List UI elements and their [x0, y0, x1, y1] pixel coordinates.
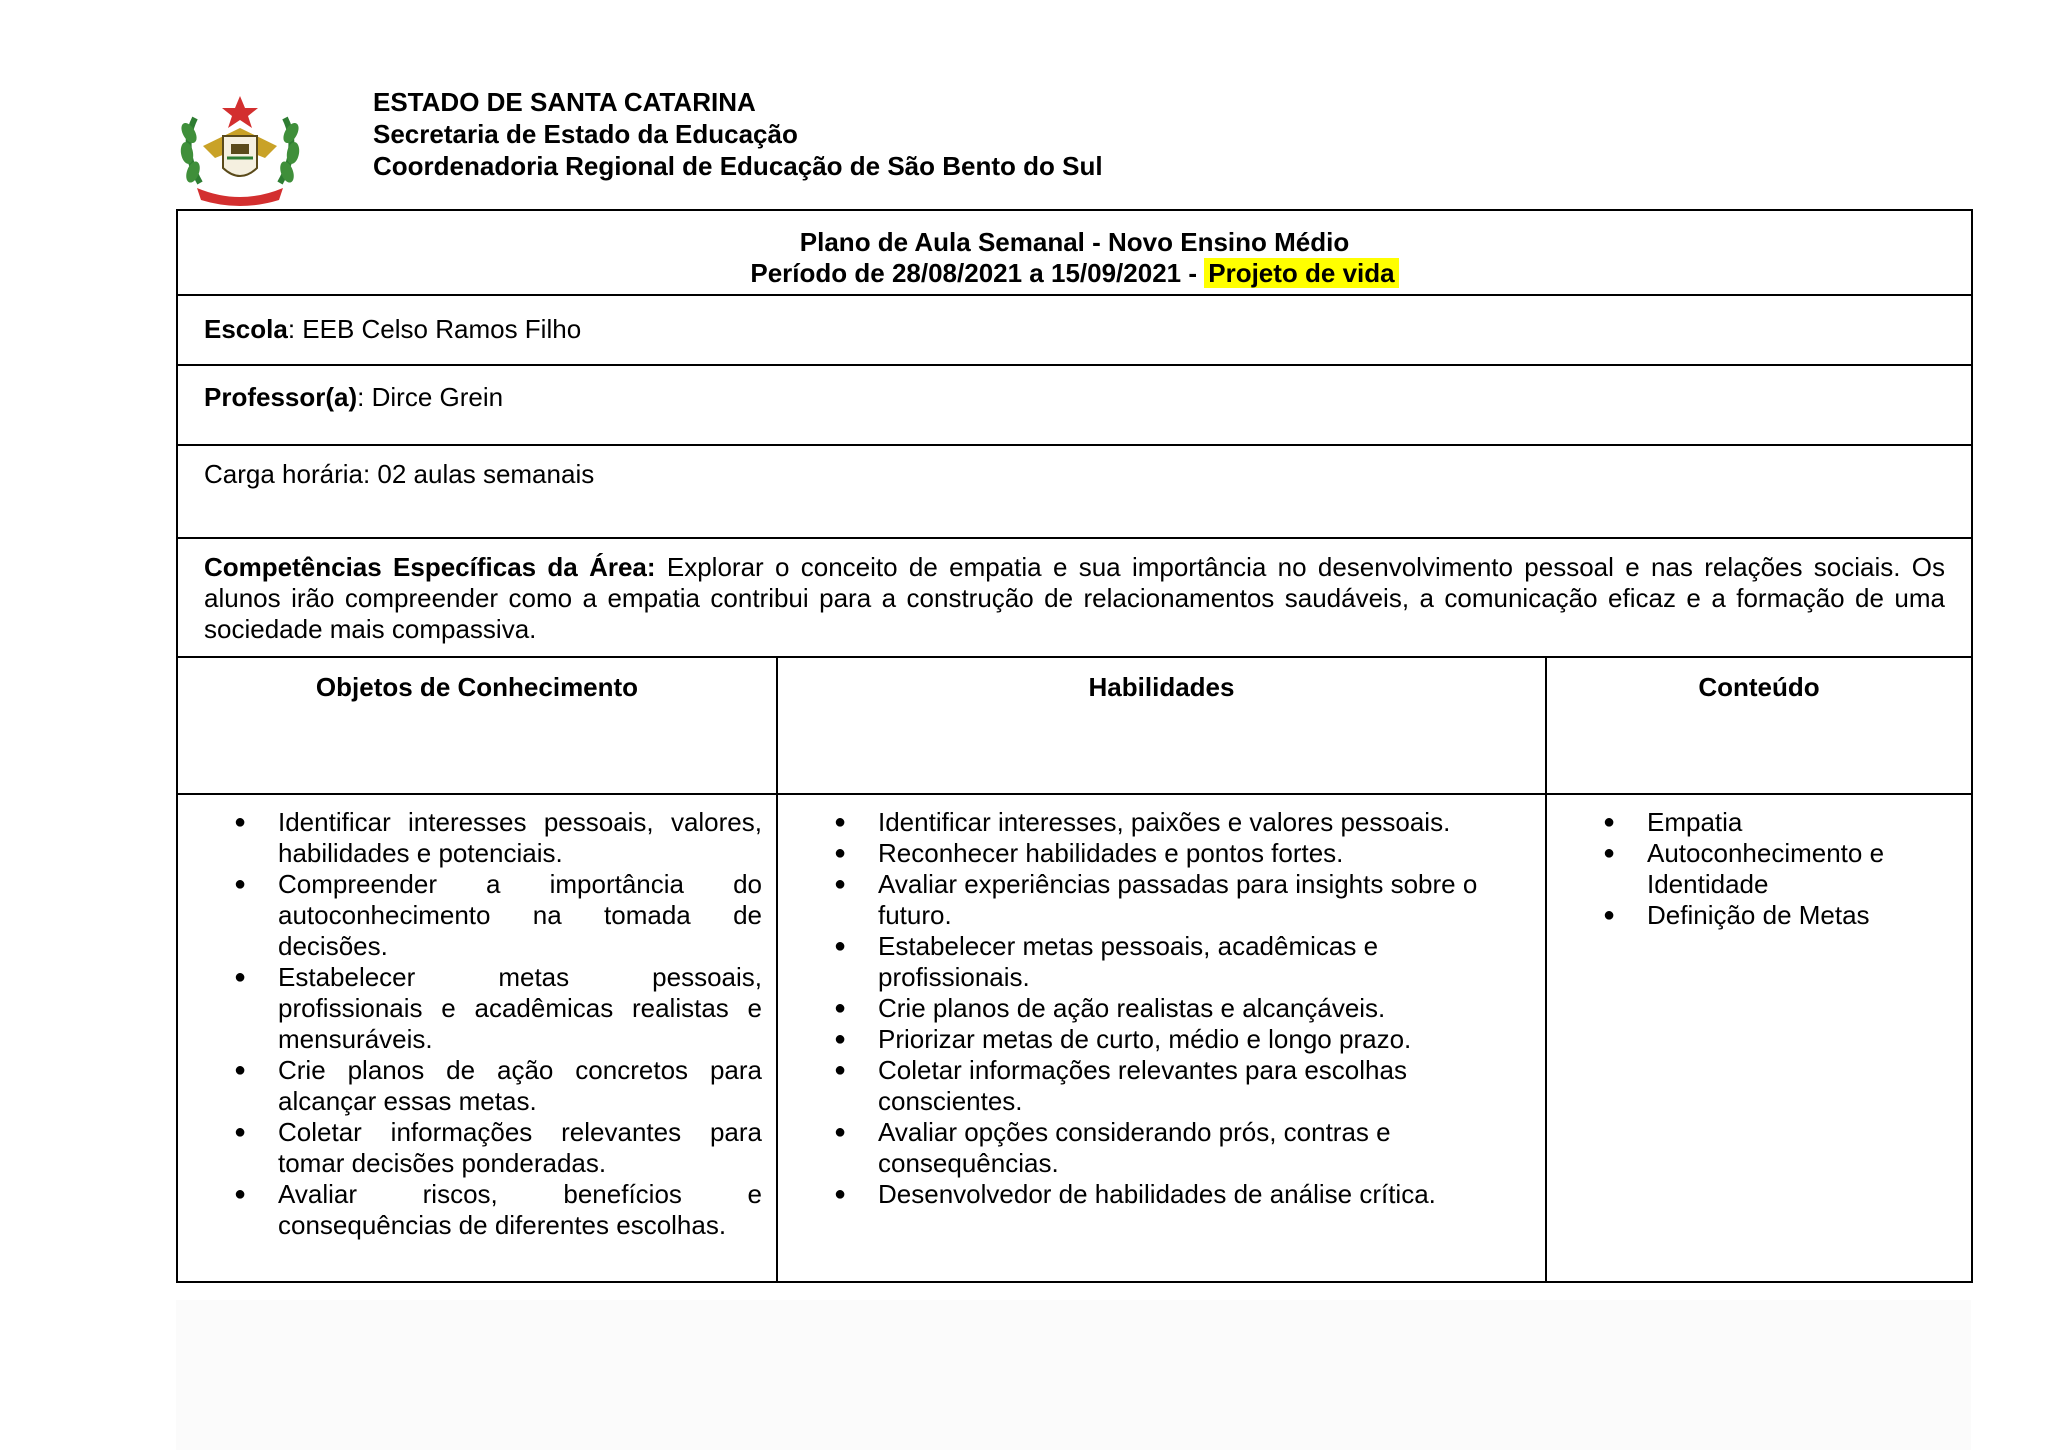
list-item: ● Avaliar experiências passadas para insights sobre o futuro. — [830, 869, 1519, 931]
list-item: ● Empatia — [1599, 807, 1945, 838]
list-item: ● Avaliar riscos, benefícios e consequências de diferentes escolhas. — [230, 1179, 762, 1241]
school-value: : EEB Celso Ramos Filho — [287, 314, 582, 344]
plan-title — [177, 210, 1972, 295]
competencies-label: Competências Específicas da Área: — [204, 552, 656, 582]
list-item: ● Compreender a importância do autoconhecimento na tomada de decisões. — [230, 869, 762, 962]
institution-header — [373, 86, 1103, 182]
lesson-plan-table — [176, 209, 1973, 1283]
competencies-row — [177, 538, 1972, 657]
habilidades-cell — [777, 794, 1546, 1282]
column-header-habilidades: Habilidades — [777, 657, 1546, 794]
plan-title-line1: Plano de Aula Semanal - Novo Ensino Médio — [799, 227, 1350, 257]
teacher-label: Professor(a) — [204, 382, 358, 412]
period-text: Período de 28/08/2021 a 15/09/2021 - — [750, 258, 1205, 288]
school-row — [177, 295, 1972, 365]
list-item: ● Desenvolvedor de habilidades de análise crítica. — [830, 1179, 1519, 1210]
list-item: ● Estabelecer metas pessoais, profissionais e acadêmicas realistas e mensuráveis. — [230, 962, 762, 1055]
list-item: ● Crie planos de ação concretos para alcançar essas metas. — [230, 1055, 762, 1117]
list-item: ● Crie planos de ação realistas e alcançáveis. — [830, 993, 1519, 1024]
list-item: ● Priorizar metas de curto, médio e longo prazo. — [830, 1024, 1519, 1055]
list-item: ● Identificar interesses pessoais, valores, habilidades e potenciais. — [230, 807, 762, 869]
objetos-cell — [177, 794, 777, 1282]
conteudo-list — [1599, 807, 1945, 931]
list-item: ● Autoconhecimento e Identidade — [1599, 838, 1945, 900]
workload-row: Carga horária: 02 aulas semanais — [177, 445, 1972, 538]
objetos-list — [230, 807, 762, 1241]
regional-coordination-name: Coordenadoria Regional de Educação de São Bento do Sul — [373, 151, 1103, 181]
page-bottom-margin — [176, 1300, 1971, 1450]
list-item: ● Coletar informações relevantes para escolhas conscientes. — [830, 1055, 1519, 1117]
secretariat-name: Secretaria de Estado da Educação — [373, 119, 798, 149]
project-highlight: Projeto de vida — [1204, 258, 1398, 288]
list-item: ● Avaliar opções considerando prós, contras e consequências. — [830, 1117, 1519, 1179]
teacher-value: : Dirce Grein — [357, 382, 504, 412]
conteudo-cell — [1546, 794, 1972, 1282]
plan-title-line2 — [204, 258, 1945, 289]
column-header-conteudo: Conteúdo — [1546, 657, 1972, 794]
habilidades-list — [830, 807, 1519, 1210]
school-label: Escola — [204, 314, 288, 344]
column-header-objetos: Objetos de Conhecimento — [177, 657, 777, 794]
list-item: ● Definição de Metas — [1599, 900, 1945, 931]
state-name: ESTADO DE SANTA CATARINA — [373, 87, 756, 117]
teacher-row — [177, 365, 1972, 445]
state-coat-of-arms-icon — [175, 88, 305, 210]
list-item: ● Estabelecer metas pessoais, acadêmicas e profissionais. — [830, 931, 1519, 993]
list-item: ● Identificar interesses, paixões e valores pessoais. — [830, 807, 1519, 838]
list-item: ● Coletar informações relevantes para tomar decisões ponderadas. — [230, 1117, 762, 1179]
competencies-text: Explorar o conceito de empatia e sua importância no desenvolvimento pessoal e nas relações sociais. Os alunos irão compreender como a empatia contribui para a construção de relacionamentos saudáveis, a comunicação eficaz e a formação de uma sociedade mais compassiva. — [204, 552, 1946, 644]
list-item: ● Reconhecer habilidades e pontos fortes. — [830, 838, 1519, 869]
